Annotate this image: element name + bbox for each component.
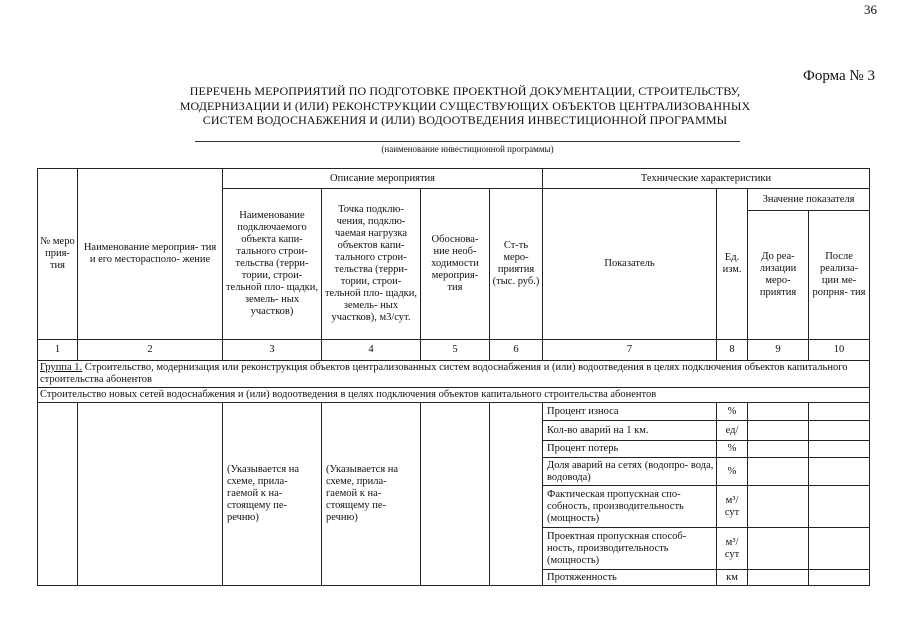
title-line: ПЕРЕЧЕНЬ МЕРОПРИЯТИЙ ПО ПОДГОТОВКЕ ПРОЕКТНОЙ ДОКУМЕНТАЦИИ, СТРОИТЕЛЬСТВУ, — [189, 84, 741, 98]
value-after-cell — [809, 570, 870, 586]
value-after-cell — [809, 528, 870, 570]
header-col2: Наименование мероприя- тия и его месторасполо- жение — [78, 169, 223, 340]
header-tech-group: Технические характеристики — [543, 169, 870, 189]
form-label: Форма № 3 — [803, 68, 875, 84]
program-name-line — [195, 141, 740, 142]
indicator-unit: % — [717, 441, 748, 458]
value-before-cell — [748, 441, 809, 458]
value-after-cell — [809, 421, 870, 441]
indicator-name: Проектная пропускная способ- ность, производительность (мощность) — [543, 528, 717, 570]
value-before-cell — [748, 570, 809, 586]
subgroup-cell: Строительство новых сетей водоснабжения и (или) водоотведения в целях подключения объектов капитального строительства абонентов — [38, 388, 870, 403]
document-title — [140, 84, 790, 128]
group1-text: Строительство, модернизация или реконструкция объектов централизованных систем водоснабжения и (или) водоотведения в целях подключения объектов капитального строительства абонентов — [40, 362, 848, 385]
note-col4: (Указывается на схеме, прила- гаемой к на- стоящему пе- речню) — [322, 403, 421, 586]
header-col6: Ст-ть меро- приятия (тыс. руб.) — [490, 189, 543, 340]
group1-label: Группа 1. — [40, 362, 83, 373]
program-name-caption: (наименование инвестиционной программы) — [381, 144, 554, 154]
value-before-cell — [748, 486, 809, 528]
value-after-cell — [809, 441, 870, 458]
col-number: 8 — [717, 340, 748, 361]
header-col10: После реализа- ции ме- ропрня- тия — [809, 211, 870, 340]
indicator-unit: % — [717, 403, 748, 421]
col-number: 10 — [809, 340, 870, 361]
title-line: МОДЕРНИЗАЦИИ И (ИЛИ) РЕКОНСТРУКЦИИ СУЩЕСТВУЮЩИХ ОБЪЕКТОВ ЦЕНТРАЛИЗОВАННЫХ — [179, 98, 751, 113]
indicator-name: Доля аварий на сетях (водопро- вода, водовода) — [543, 458, 717, 486]
header-value-group: Значение показателя — [748, 189, 870, 211]
group1-cell — [38, 361, 870, 388]
indicator-unit: м³/ сут — [717, 486, 748, 528]
header-col7: Показатель — [543, 189, 717, 340]
header-col8: Ед. изм. — [717, 189, 748, 340]
indicator-name: Кол-во аварий на 1 км. — [543, 421, 717, 441]
indicator-name: Протяженность — [543, 570, 717, 586]
value-before-cell — [748, 458, 809, 486]
header-col4: Точка подклю- чения, подклю- чаемая нагрузка объектов капи- тального строи- тельства (терри- тории, строи- тельной пло- щадки, земель- ных участков), м3/сут. — [322, 189, 421, 340]
col-number: 7 — [543, 340, 717, 361]
col-number: 4 — [322, 340, 421, 361]
value-before-cell — [748, 528, 809, 570]
col-number: 1 — [38, 340, 78, 361]
indicator-unit: м³/ сут — [717, 528, 748, 570]
col-number: 5 — [421, 340, 490, 361]
col-number: 6 — [490, 340, 543, 361]
value-before-cell — [748, 403, 809, 421]
value-after-cell — [809, 403, 870, 421]
measures-table — [37, 168, 870, 586]
cost-cell — [490, 403, 543, 586]
title-line: СИСТЕМ ВОДОСНАБЖЕНИЯ И (ИЛИ) ВОДООТВЕДЕНИЯ ИНВЕСТИЦИОННОЙ ПРОГРАММЫ — [202, 113, 728, 127]
indicator-name: Процент износа — [543, 403, 717, 421]
header-col9: До реа- лизации меро- приятия — [748, 211, 809, 340]
measure-name-cell — [78, 403, 223, 586]
value-after-cell — [809, 458, 870, 486]
measure-number-cell — [38, 403, 78, 586]
page-number: 36 — [864, 2, 877, 17]
indicator-unit: ед/ — [717, 421, 748, 441]
col-number: 3 — [223, 340, 322, 361]
col-number: 2 — [78, 340, 223, 361]
group1-row — [38, 361, 870, 388]
header-description-group: Описание мероприятия — [223, 169, 543, 189]
column-numbers-row — [38, 340, 870, 361]
justification-cell — [421, 403, 490, 586]
header-col5: Обоснова- ние необ- ходимости мероприя- тия — [421, 189, 490, 340]
header-col3: Наименование подключаемого объекта капи- тального строи- тельства (терри- тории, строи- тельной пло- щадки, земель- ных участков) — [223, 189, 322, 340]
indicator-unit: км — [717, 570, 748, 586]
header-col1: № меро прия- тия — [38, 169, 78, 340]
indicator-unit: % — [717, 458, 748, 486]
indicator-name: Процент потерь — [543, 441, 717, 458]
col-number: 9 — [748, 340, 809, 361]
value-before-cell — [748, 421, 809, 441]
note-col3: (Указывается на схеме, прила- гаемой к на- стоящему пе- речню) — [223, 403, 322, 586]
subgroup-row — [38, 388, 870, 403]
indicator-name: Фактическая пропускная спо- собность, производительность (мощность) — [543, 486, 717, 528]
value-after-cell — [809, 486, 870, 528]
